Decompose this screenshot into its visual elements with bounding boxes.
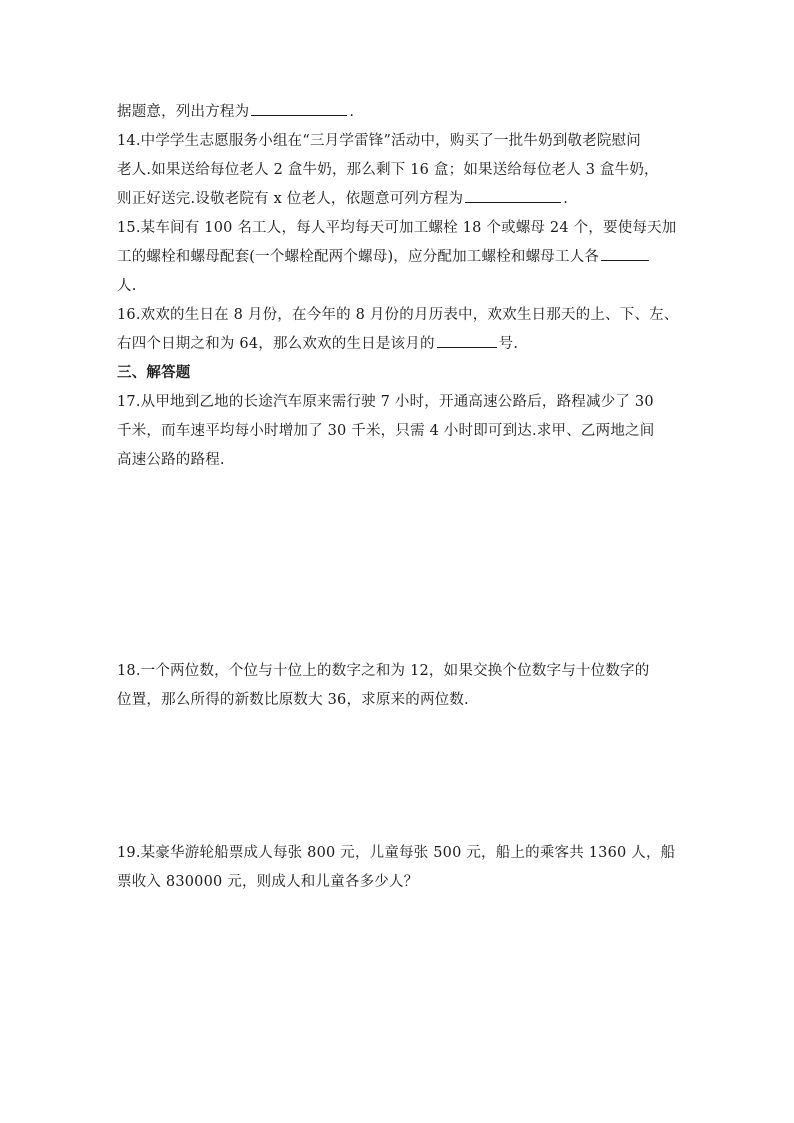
q15-line-2-text: 工的螺栓和螺母配套(一个螺栓配两个螺母)，应分配加工螺栓和螺母工人各 [117,249,600,265]
question-14 [117,127,702,214]
answer-space-q18[interactable] [117,715,702,839]
question-19 [117,839,702,897]
q15-line-3: 人. [117,278,137,294]
answer-space-q17[interactable] [117,475,702,657]
question-15 [117,214,702,301]
q16-end: 号. [498,336,519,352]
question-17 [117,388,702,475]
q13-end: . [349,104,355,120]
question-18 [117,657,702,715]
q16-line-1: 16.欢欢的生日在 8 月份，在今年的 8 月份的月历表中，欢欢生日那天的上、下、左、 [117,307,679,323]
q17-line-2: 千米，而车速平均每小时增加了 30 千米，只需 4 小时即可到达.求甲、乙两地之间 [117,423,655,439]
q17-line-1: 17.从甲地到乙地的长途汽车原来需行驶 7 小时，开通高速公路后，路程减少了 30 [117,394,654,410]
worksheet-page [117,98,702,897]
section-heading: 三、解答题 [117,365,191,381]
q15-line-2 [117,243,702,272]
q14-line-3-text: 则正好送完.设敬老院有 x 位老人，依题意可列方程为 [117,191,464,207]
q13-continuation [117,98,702,127]
q18-line-2: 位置，那么所得的新数比原数大 36，求原来的两位数. [117,692,469,708]
q14-end: . [563,191,569,207]
answer-blank-q16[interactable] [437,331,497,348]
question-16 [117,301,702,359]
q19-line-1: 19.某豪华游轮船票成人每张 800 元，儿童每张 500 元，船上的乘客共 1360 人，船 [117,845,676,861]
q19-line-2: 票收入 830000 元，则成人和儿童各多少人？ [117,874,419,890]
answer-blank-q15[interactable] [601,244,649,261]
answer-blank-q14[interactable] [465,186,561,203]
q14-line-3 [117,185,702,214]
answer-blank-q13[interactable] [251,99,347,116]
q14-line-2: 老人.如果送给每位老人 2 盒牛奶，那么剩下 16 盒；如果送给每位老人 3 盒牛奶， [117,162,659,178]
q13-text: 据题意，列出方程为 [117,104,250,120]
q17-line-3: 高速公路的路程. [117,452,225,468]
q18-line-1: 18.一个两位数，个位与十位上的数字之和为 12，如果交换个位数字与十位数字的 [117,663,650,679]
q16-line-2-text: 右四个日期之和为 64，那么欢欢的生日是该月的 [117,336,435,352]
q15-line-1: 15.某车间有 100 名工人，每人平均每天可加工螺栓 18 个或螺母 24 个，要使每天加 [117,220,677,236]
q16-line-2 [117,330,702,359]
q14-line-1: 14.中学学生志愿服务小组在“三月学雷锋”活动中，购买了一批牛奶到敬老院慰问 [117,133,641,149]
